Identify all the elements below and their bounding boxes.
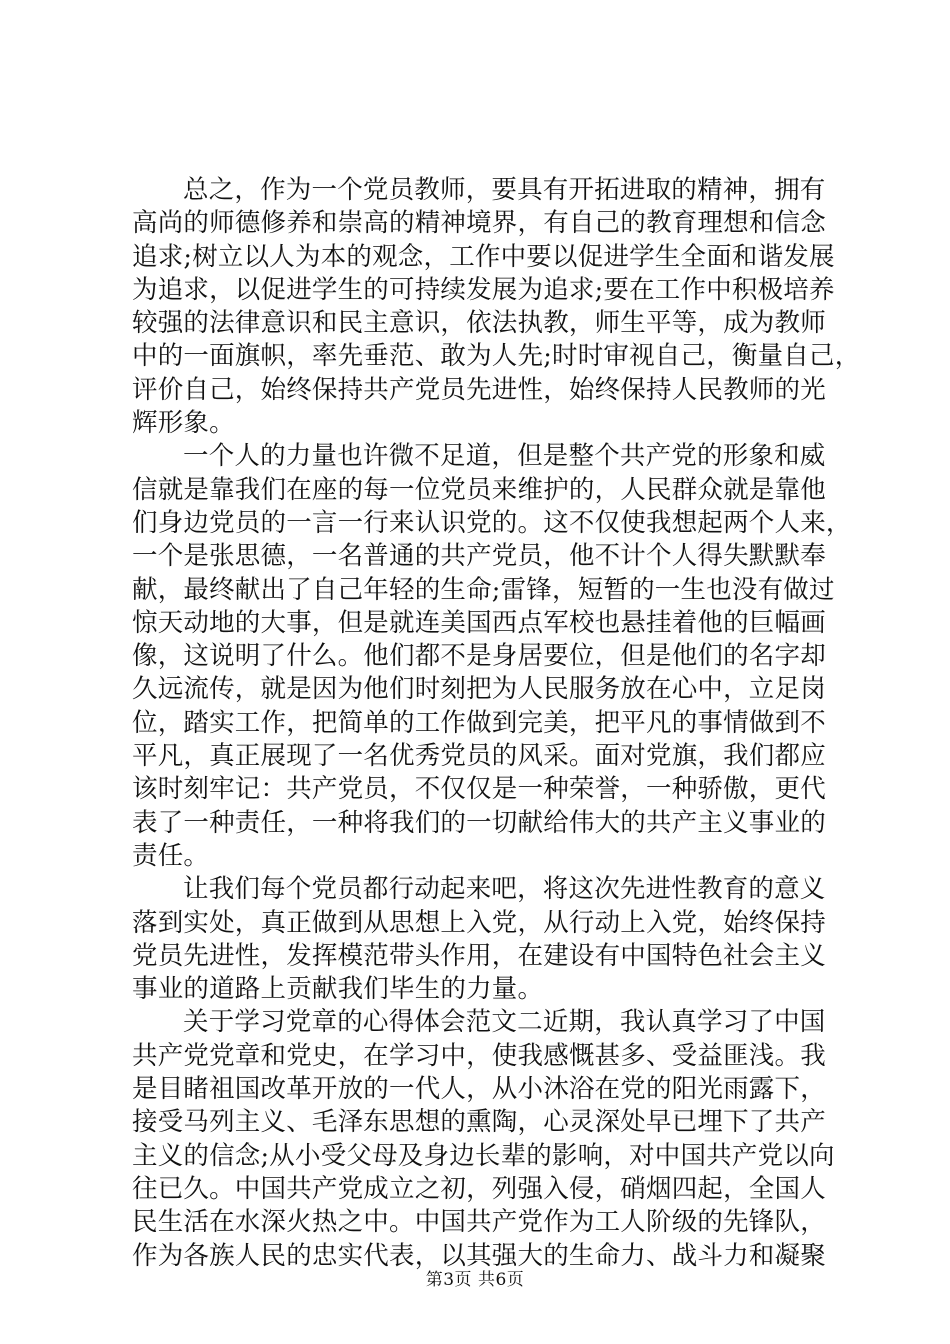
paragraph-2-line-11: 该时刻牢记：共产党员，不仅仅是一种荣誉，一种骄傲，更代: [132, 774, 826, 805]
paragraph-2-line-4: 一个是张思德，一名普通的共产党员，他不计个人得失默默奉: [132, 541, 826, 572]
paragraph-4-line-8: 作为各族人民的忠实代表，以其强大的生命力、战斗力和凝聚: [132, 1240, 826, 1271]
paragraph-4-line-4: 接受马列主义、毛泽东思想的熏陶，心灵深处早已埋下了共产: [132, 1107, 826, 1138]
body-text: [132, 174, 861, 1273]
paragraph-2-line-1: 一个人的力量也许微不足道，但是整个共产党的形象和威: [183, 441, 826, 472]
paragraph-1-line-1: 总之，作为一个党员教师，要具有开拓进取的精神，拥有: [183, 175, 826, 205]
paragraph-2-line-5: 献，最终献出了自己年轻的生命;雷锋，短暂的一生也没有做过: [132, 574, 835, 605]
paragraph-3-line-2: 落到实处，真正做到从思想上入党，从行动上入党，始终保持: [132, 907, 826, 938]
paragraph-1-line-7: 评价自己，始终保持共产党员先进性，始终保持人民教师的光: [132, 374, 826, 405]
paragraph-3-line-4: 事业的道路上贡献我们毕生的力量。: [132, 974, 544, 1005]
paragraph-3-line-3: 党员先进性，发挥模范带头作用，在建设有中国特色社会主义: [132, 940, 826, 971]
paragraph-4-line-7: 民生活在水深火热之中。中国共产党作为工人阶级的先锋队，: [132, 1207, 826, 1238]
paragraph-1-line-2: 高尚的师德修养和崇高的精神境界，有自己的教育理想和信念: [132, 208, 826, 239]
paragraph-2-line-9: 位，踏实工作，把简单的工作做到完美，把平凡的事情做到不: [132, 707, 826, 738]
paragraph-2-line-10: 平凡，真正展现了一名优秀党员的风采。面对党旗，我们都应: [132, 741, 826, 772]
paragraph-4-line-1: 关于学习党章的心得体会范文二近期，我认真学习了中国: [183, 1007, 826, 1038]
paragraph-1-line-6: 中的一面旗帜，率先垂范、敢为人先;时时审视自己，衡量自己，: [132, 341, 861, 372]
paragraph-4-line-5: 主义的信念;从小受父母及身边长辈的影响，对中国共产党以向: [132, 1140, 835, 1171]
paragraph-1-line-3: 追求;树立以人为本的观念，工作中要以促进学生全面和谐发展: [132, 241, 835, 272]
paragraph-4-line-2: 共产党党章和党史，在学习中，使我感慨甚多、受益匪浅。我: [132, 1040, 826, 1071]
paragraph-2-line-8: 久远流传，就是因为他们时刻把为人民服务放在心中，立足岗: [132, 674, 826, 705]
paragraph-1-line-4: 为追求，以促进学生的可持续发展为追求;要在工作中积极培养: [132, 274, 835, 305]
paragraph-2-line-12: 表了一种责任，一种将我们的一切献给伟大的共产主义事业的: [132, 807, 826, 838]
paragraph-2-line-2: 信就是靠我们在座的每一位党员来维护的，人民群众就是靠他: [132, 474, 826, 505]
paragraph-2-line-3: 们身边党员的一言一行来认识党的。这不仅使我想起两个人来，: [132, 507, 852, 538]
paragraph-3-line-1: 让我们每个党员都行动起来吧，将这次先进性教育的意义: [183, 874, 826, 905]
paragraph-2-line-6: 惊天动地的大事，但是就连美国西点军校也悬挂着他的巨幅画: [132, 607, 826, 638]
paragraph-4-line-3: 是目睹祖国改革开放的一代人，从小沐浴在党的阳光雨露下，: [132, 1074, 826, 1105]
paragraph-2-line-7: 像，这说明了什么。他们都不是身居要位，但是他们的名字却: [132, 641, 826, 672]
paragraph-2-line-13: 责任。: [132, 840, 210, 871]
paragraph-4-line-6: 往已久。中国共产党成立之初，列强入侵，硝烟四起，全国人: [132, 1173, 826, 1204]
paragraph-1-line-5: 较强的法律意识和民主意识，依法执教，师生平等，成为教师: [132, 308, 826, 339]
page-number-footer: 第3页 共6页: [425, 1270, 525, 1290]
paragraph-1-line-8: 辉形象。: [132, 408, 235, 439]
